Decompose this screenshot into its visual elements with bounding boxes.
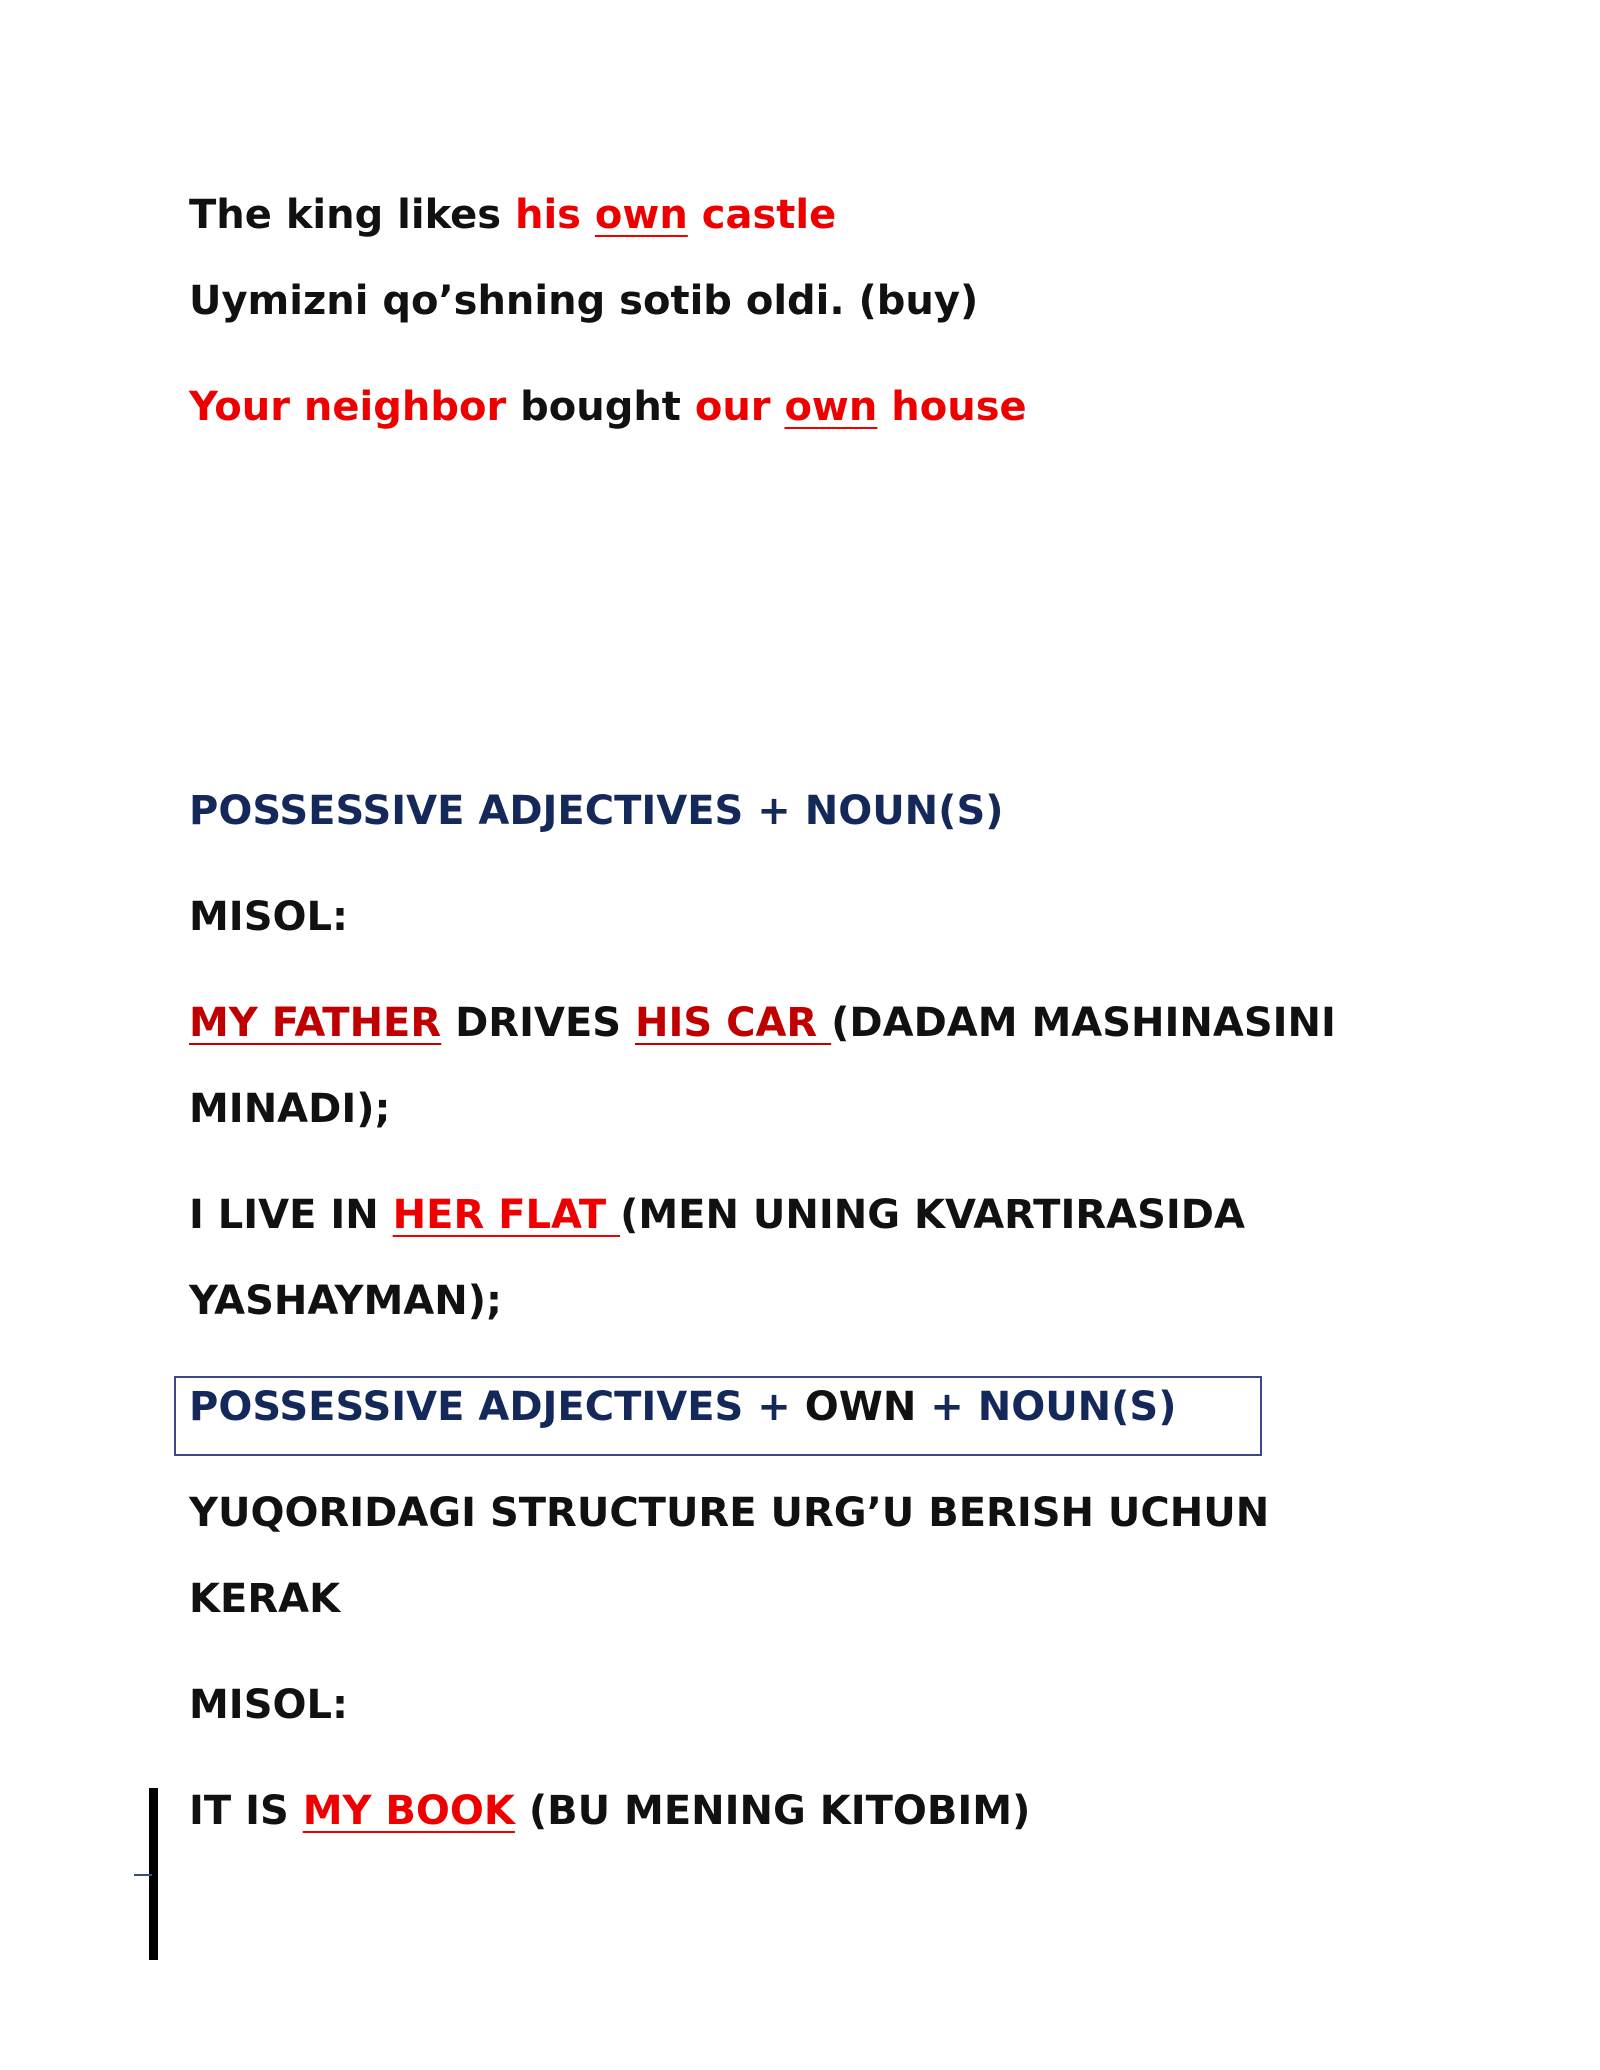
highlight-my-book: MY BOOK	[302, 1788, 515, 1834]
highlight-my-father: MY FATHER	[189, 1000, 442, 1046]
highlight-his: his	[514, 192, 595, 238]
label-misol	[189, 894, 348, 940]
text-segment: MISOL:	[189, 894, 348, 940]
heading-possessive-noun	[189, 788, 1004, 834]
heading-text: + NOUN(S)	[916, 1384, 1177, 1430]
highlight-own: own	[594, 192, 688, 238]
example-my-book	[189, 1788, 1030, 1834]
example-her-flat	[189, 1192, 1245, 1238]
text-segment: KERAK	[189, 1576, 341, 1622]
heading-text: POSSESSIVE ADJECTIVES + NOUN(S)	[189, 788, 1004, 834]
text-segment: (BU MENING KITOBIM)	[514, 1788, 1031, 1834]
sentence-king-castle	[189, 192, 836, 238]
text-segment: (DADAM MASHINASINI	[831, 1000, 1336, 1046]
text-segment: MINADI);	[189, 1086, 391, 1132]
text-segment: IT IS	[189, 1788, 303, 1834]
highlight-own: own	[784, 384, 878, 430]
text-segment: YASHAYMAN);	[189, 1278, 502, 1324]
highlight-our: our	[694, 384, 785, 430]
sentence-neighbor-house	[189, 384, 1027, 430]
text-segment: DRIVES	[441, 1000, 635, 1046]
heading-text: POSSESSIVE ADJECTIVES +	[189, 1384, 805, 1430]
highlight-her-flat: HER FLAT	[392, 1192, 621, 1238]
sentence-uzbek-prompt	[189, 278, 978, 324]
text-segment: (MEN UNING KVARTIRASIDA	[620, 1192, 1245, 1238]
text-segment: Uymizni qo’shning sotib oldi. (buy)	[189, 278, 979, 324]
text-segment: The king likes	[189, 192, 515, 238]
text-segment: MISOL:	[189, 1682, 348, 1728]
heading-possessive-own-noun	[189, 1384, 1177, 1430]
example-father-car	[189, 1000, 1336, 1046]
example-father-car-cont	[189, 1086, 390, 1132]
heading-own: OWN	[804, 1384, 917, 1430]
note-emphasis	[189, 1490, 1269, 1536]
highlight-your-neighbor: Your neighbor	[189, 384, 507, 430]
text-segment: I LIVE IN	[189, 1192, 393, 1238]
highlight-castle: castle	[687, 192, 837, 238]
text-segment: bought	[506, 384, 695, 430]
example-her-flat-cont	[189, 1278, 502, 1324]
highlight-house: house	[877, 384, 1027, 430]
text-cursor-tick	[134, 1874, 152, 1876]
label-misol	[189, 1682, 348, 1728]
text-segment: YUQORIDAGI STRUCTURE URG’U BERISH UCHUN	[189, 1490, 1270, 1536]
note-emphasis-cont	[189, 1576, 340, 1622]
highlight-his-car: HIS CAR	[635, 1000, 832, 1046]
